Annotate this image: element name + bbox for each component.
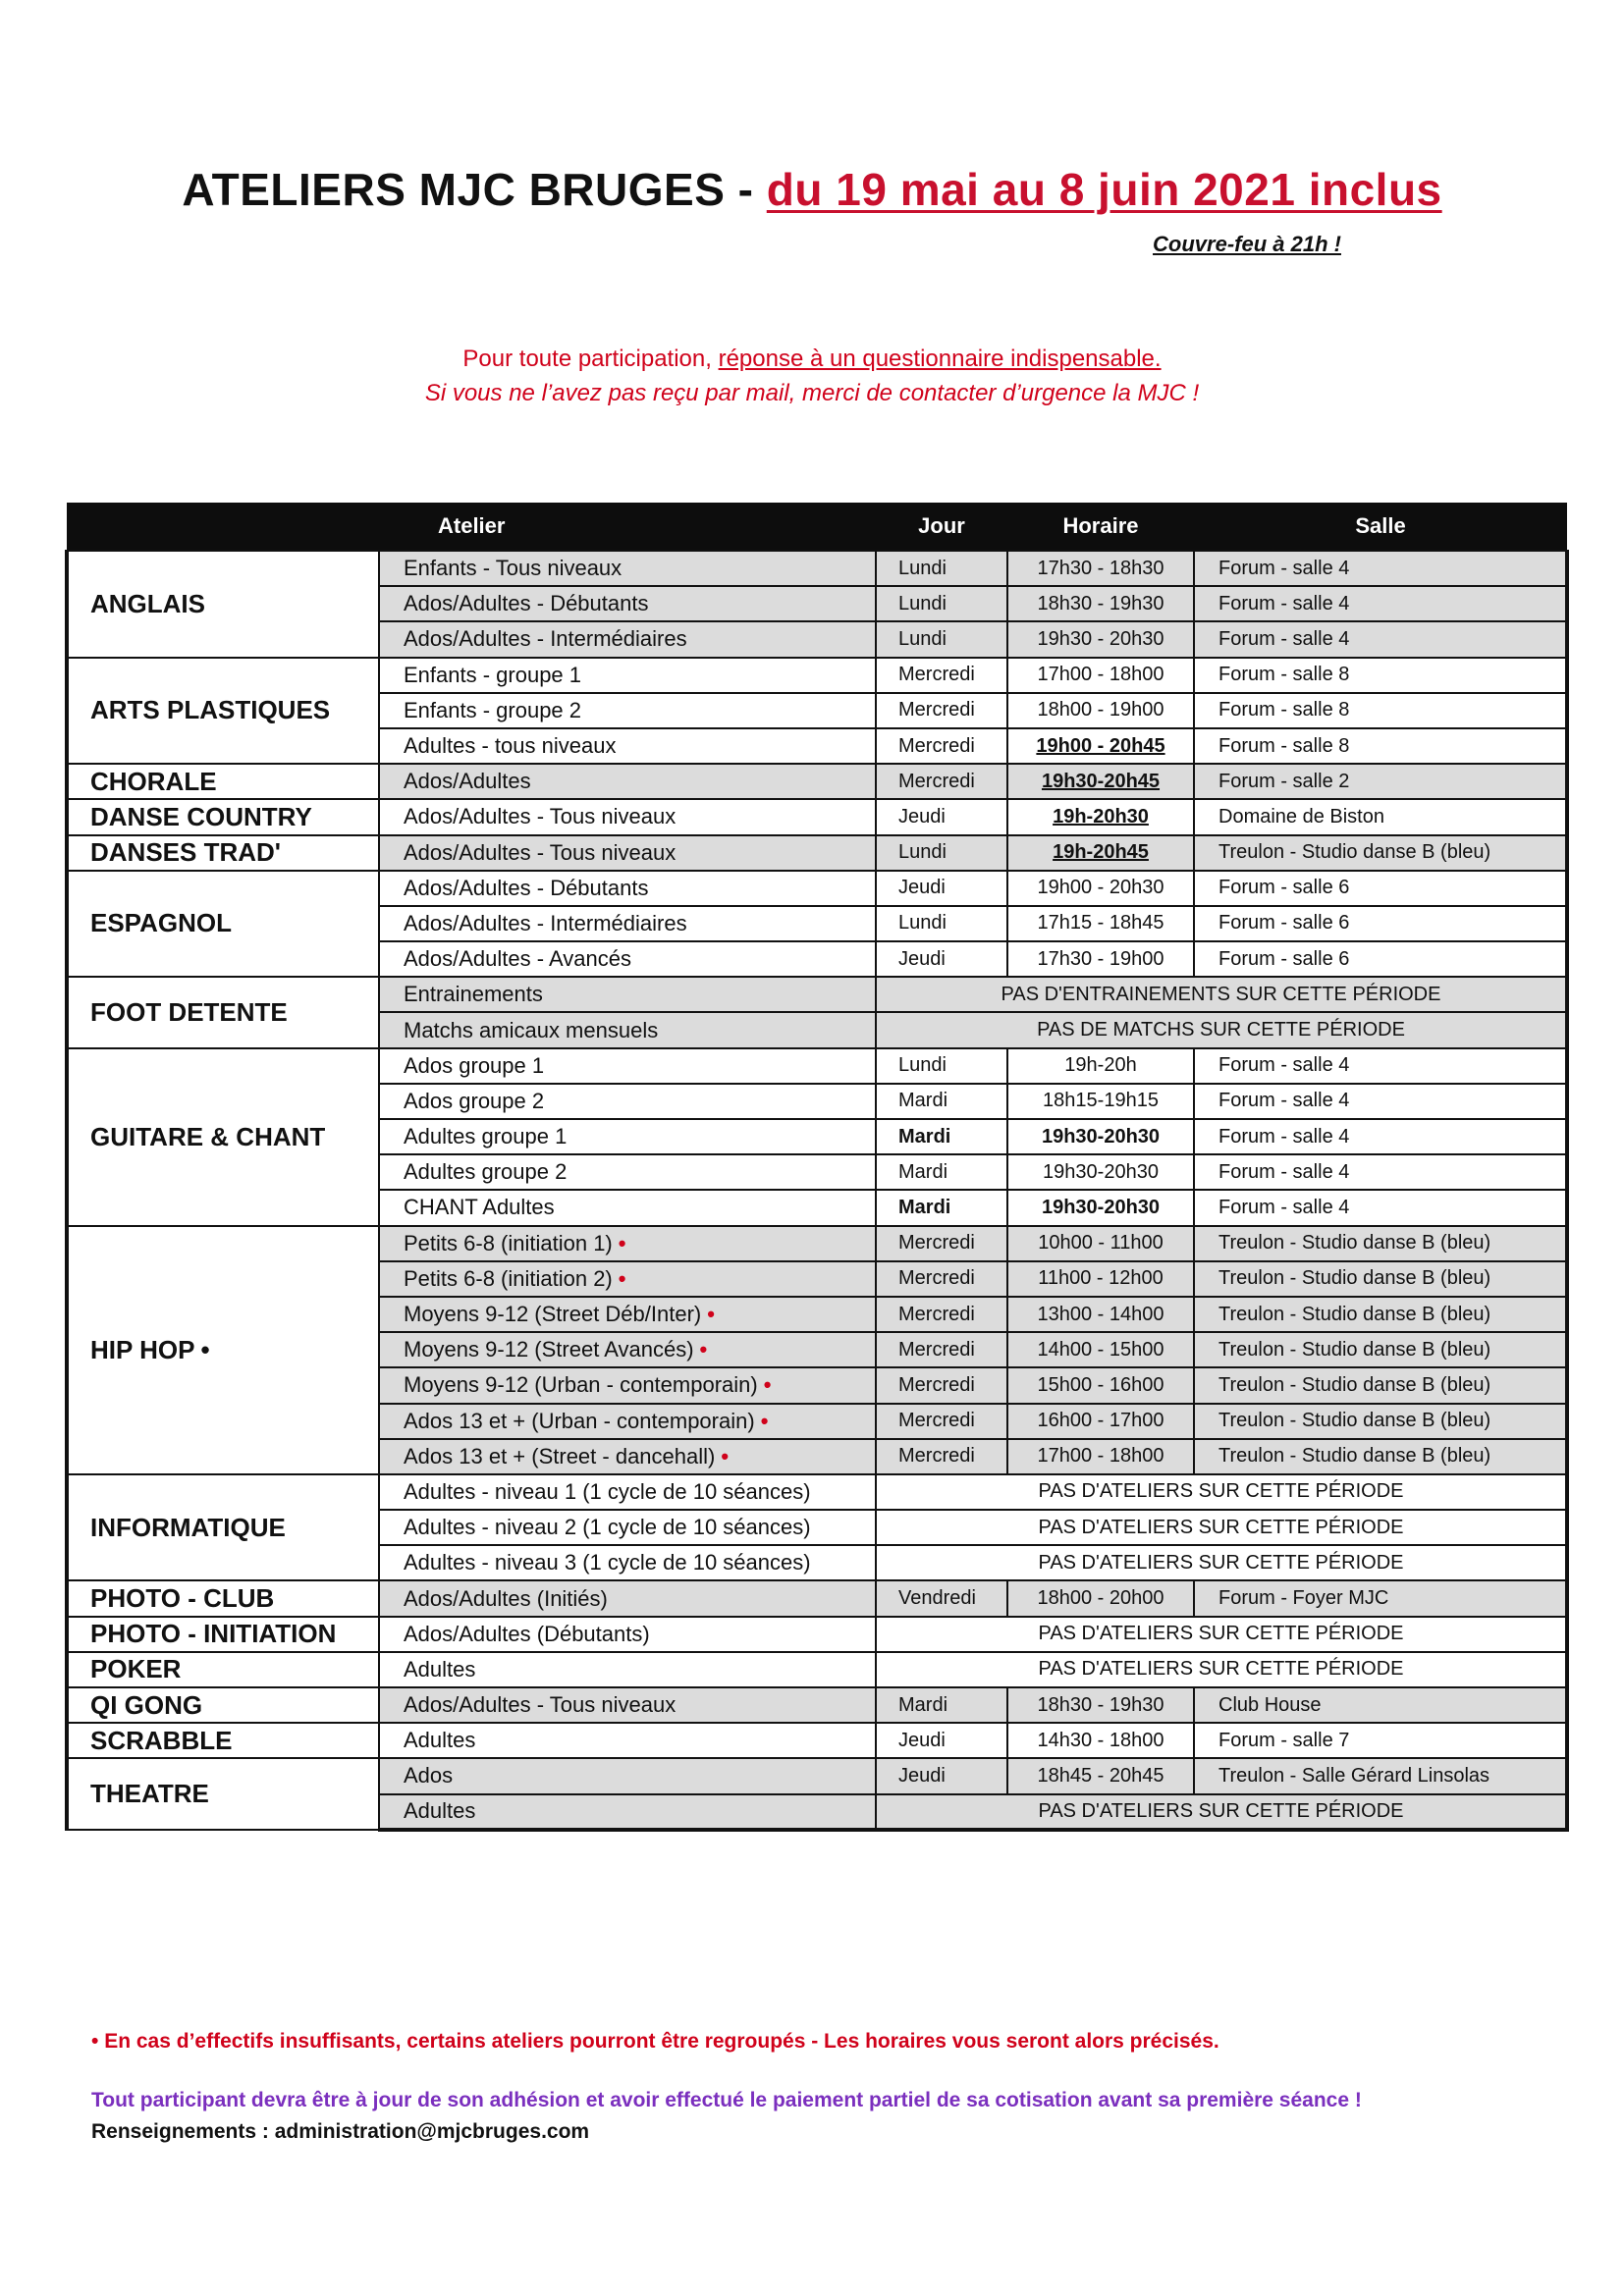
- horaire-cell: 19h30-20h30: [1007, 1190, 1194, 1225]
- atelier-cell: [379, 799, 876, 834]
- jour-cell: Jeudi: [876, 871, 1007, 906]
- horaire-cell: 19h00 - 20h30: [1007, 871, 1194, 906]
- atelier-cell: [379, 1545, 876, 1580]
- atelier-text: Ados/Adultes (Débutants): [404, 1621, 650, 1646]
- jour-cell: Lundi: [876, 551, 1007, 586]
- jour-cell: Mercredi: [876, 1404, 1007, 1439]
- atelier-text: Enfants - groupe 2: [404, 697, 582, 722]
- header-horaire: Horaire: [1007, 503, 1194, 551]
- horaire-cell: 19h30-20h30: [1007, 1154, 1194, 1190]
- atelier-text: Ados/Adultes - Débutants: [404, 875, 649, 900]
- salle-cell: Forum - salle 4: [1194, 621, 1567, 657]
- horaire-cell: 18h45 - 20h45: [1007, 1758, 1194, 1793]
- horaire-cell: 15h00 - 16h00: [1007, 1367, 1194, 1403]
- group-name-text: THEATRE: [90, 1779, 209, 1809]
- membership-note: Tout participant devra être à jour de son adhésion et avoir effectué le paiement partiel de sa cotisation avant sa première séance !: [91, 2089, 1362, 2111]
- atelier-text: Petits 6-8 (initiation 2): [404, 1265, 613, 1291]
- atelier-cell: [379, 621, 876, 657]
- group-name-text: FOOT DETENTE: [90, 996, 288, 1027]
- atelier-text: CHANT Adultes: [404, 1195, 555, 1220]
- horaire-cell: 19h-20h: [1007, 1048, 1194, 1084]
- jour-cell: Jeudi: [876, 941, 1007, 977]
- group-name-text: QI GONG: [90, 1689, 203, 1720]
- atelier-text: Ados/Adultes - Intermédiaires: [404, 910, 687, 935]
- jour-cell: Mardi: [876, 1154, 1007, 1190]
- atelier-text: Adultes - tous niveaux: [404, 733, 617, 759]
- salle-cell: Forum - salle 8: [1194, 728, 1567, 764]
- atelier-text: Ados groupe 2: [404, 1088, 545, 1113]
- notice-line-1: [0, 346, 1624, 373]
- jour-cell: Mercredi: [876, 1332, 1007, 1367]
- jour-cell: Jeudi: [876, 799, 1007, 834]
- group-name-text: SCRABBLE: [90, 1725, 233, 1755]
- group-name-text: PHOTO - INITIATION: [90, 1619, 337, 1649]
- title-dates: du 19 mai au 8 juin 2021 inclus: [766, 164, 1442, 215]
- atelier-cell: [379, 1794, 876, 1830]
- atelier-text: Ados/Adultes - Tous niveaux: [404, 839, 677, 865]
- atelier-cell: [379, 764, 876, 799]
- questionnaire-link[interactable]: réponse à un questionnaire indispensable.: [718, 346, 1162, 372]
- salle-cell: Forum - salle 8: [1194, 658, 1567, 693]
- atelier-cell: [379, 586, 876, 621]
- atelier-text: Enfants - Tous niveaux: [404, 556, 623, 581]
- group-name-text: ARTS PLASTIQUES: [90, 695, 331, 725]
- atelier-text: Entrainements: [404, 982, 543, 1007]
- atelier-text: Adultes: [404, 1656, 476, 1682]
- atelier-group-name: [67, 1652, 379, 1687]
- horaire-cell: 19h30-20h45: [1007, 764, 1194, 799]
- horaire-cell: 16h00 - 17h00: [1007, 1404, 1194, 1439]
- footnote-warning-text: En cas d’effectifs insuffisants, certains ateliers pourront être regroupés - Les horaires vous seront alors précisés.: [98, 2030, 1219, 2053]
- salle-cell: Treulon - Salle Gérard Linsolas: [1194, 1758, 1567, 1793]
- notice-line-1-text: Pour toute participation,: [462, 346, 719, 372]
- horaire-cell: 14h00 - 15h00: [1007, 1332, 1194, 1367]
- atelier-cell: [379, 1012, 876, 1047]
- no-session-note: PAS D'ATELIERS SUR CETTE PÉRIODE: [876, 1474, 1567, 1510]
- jour-cell: Lundi: [876, 586, 1007, 621]
- jour-cell: Mercredi: [876, 658, 1007, 693]
- jour-cell: Vendredi: [876, 1580, 1007, 1616]
- horaire-cell: 19h30-20h30: [1007, 1119, 1194, 1154]
- atelier-text: Adultes - niveau 3 (1 cycle de 10 séances): [404, 1550, 811, 1575]
- atelier-text: Ados/Adultes - Avancés: [404, 946, 631, 972]
- atelier-text: Adultes: [404, 1798, 476, 1824]
- header-empty: [67, 503, 379, 551]
- atelier-star: •: [763, 1372, 772, 1398]
- atelier-text: Ados/Adultes - Tous niveaux: [404, 804, 677, 829]
- group-name-text: ESPAGNOL: [90, 908, 232, 938]
- jour-cell: Mercredi: [876, 1439, 1007, 1474]
- group-name-text: INFORMATIQUE: [90, 1512, 286, 1542]
- atelier-text: Petits 6-8 (initiation 1): [404, 1230, 613, 1255]
- atelier-cell: [379, 551, 876, 586]
- atelier-group-name: [67, 1226, 379, 1474]
- table-row: [67, 1226, 1567, 1261]
- jour-cell: Lundi: [876, 835, 1007, 871]
- salle-cell: Forum - salle 4: [1194, 1048, 1567, 1084]
- table-row: [67, 799, 1567, 834]
- salle-cell: Forum - salle 6: [1194, 871, 1567, 906]
- group-name-text: ANGLAIS: [90, 588, 205, 618]
- salle-cell: Forum - salle 4: [1194, 586, 1567, 621]
- group-name-text: DANSE COUNTRY: [90, 801, 312, 831]
- horaire-cell: 18h00 - 19h00: [1007, 693, 1194, 728]
- jour-cell: Mardi: [876, 1084, 1007, 1119]
- jour-cell: Jeudi: [876, 1758, 1007, 1793]
- table-header-row: [67, 503, 1567, 551]
- group-name-text: PHOTO - CLUB: [90, 1583, 275, 1614]
- atelier-text: Adultes - niveau 2 (1 cycle de 10 séances): [404, 1515, 811, 1540]
- atelier-cell: [379, 1261, 876, 1297]
- salle-cell: Forum - salle 4: [1194, 1154, 1567, 1190]
- salle-cell: Forum - salle 6: [1194, 941, 1567, 977]
- horaire-cell: 19h-20h30: [1007, 799, 1194, 834]
- table-row: [67, 1687, 1567, 1723]
- atelier-text: Ados/Adultes: [404, 769, 531, 794]
- atelier-text: Adultes: [404, 1728, 476, 1753]
- atelier-cell: [379, 1297, 876, 1332]
- atelier-star: •: [760, 1408, 769, 1433]
- no-session-note: PAS D'ATELIERS SUR CETTE PÉRIODE: [876, 1545, 1567, 1580]
- jour-cell: Mercredi: [876, 764, 1007, 799]
- atelier-group-name: [67, 1474, 379, 1581]
- atelier-cell: [379, 1190, 876, 1225]
- atelier-star: •: [721, 1443, 730, 1468]
- jour-cell: Mercredi: [876, 728, 1007, 764]
- atelier-text: Moyens 9-12 (Urban - contemporain): [404, 1372, 758, 1398]
- atelier-text: Ados/Adultes (Initiés): [404, 1585, 608, 1611]
- atelier-group-name: [67, 658, 379, 765]
- table-row: [67, 871, 1567, 906]
- jour-cell: Mercredi: [876, 693, 1007, 728]
- group-name-text: POKER: [90, 1654, 182, 1684]
- atelier-cell: [379, 906, 876, 941]
- atelier-cell: [379, 1332, 876, 1367]
- atelier-group-name: [67, 1048, 379, 1226]
- jour-cell: Mardi: [876, 1687, 1007, 1723]
- table-row: [67, 1652, 1567, 1687]
- horaire-cell: 17h15 - 18h45: [1007, 906, 1194, 941]
- atelier-cell: [379, 1723, 876, 1758]
- table-row: [67, 835, 1567, 871]
- horaire-cell: 19h30 - 20h30: [1007, 621, 1194, 657]
- no-session-note: PAS DE MATCHS SUR CETTE PÉRIODE: [876, 1012, 1567, 1047]
- salle-cell: Treulon - Studio danse B (bleu): [1194, 1367, 1567, 1403]
- no-session-note: PAS D'ATELIERS SUR CETTE PÉRIODE: [876, 1652, 1567, 1687]
- header-atelier: Atelier: [379, 503, 876, 551]
- atelier-cell: [379, 1687, 876, 1723]
- jour-cell: Mercredi: [876, 1297, 1007, 1332]
- atelier-cell: [379, 693, 876, 728]
- jour-cell: Mercredi: [876, 1261, 1007, 1297]
- horaire-cell: 18h15-19h15: [1007, 1084, 1194, 1119]
- atelier-star: •: [699, 1337, 708, 1362]
- atelier-group-name: [67, 1723, 379, 1758]
- atelier-group-name: [67, 1758, 379, 1829]
- horaire-cell: 13h00 - 14h00: [1007, 1297, 1194, 1332]
- horaire-cell: 18h30 - 19h30: [1007, 1687, 1194, 1723]
- table-row: [67, 1723, 1567, 1758]
- atelier-cell: [379, 1154, 876, 1190]
- atelier-cell: [379, 977, 876, 1012]
- atelier-star: •: [618, 1265, 626, 1291]
- atelier-text: Adultes groupe 2: [404, 1159, 568, 1185]
- salle-cell: Treulon - Studio danse B (bleu): [1194, 1297, 1567, 1332]
- table-row: [67, 658, 1567, 693]
- group-name-text: CHORALE: [90, 766, 217, 796]
- atelier-group-name: [67, 764, 379, 799]
- atelier-text: Ados 13 et + (Urban - contemporain): [404, 1408, 755, 1433]
- salle-cell: Treulon - Studio danse B (bleu): [1194, 1439, 1567, 1474]
- horaire-cell: 17h00 - 18h00: [1007, 658, 1194, 693]
- header-jour: Jour: [876, 503, 1007, 551]
- group-name-text: GUITARE & CHANT: [90, 1121, 326, 1151]
- horaire-cell: 17h00 - 18h00: [1007, 1439, 1194, 1474]
- jour-cell: Mardi: [876, 1190, 1007, 1225]
- atelier-group-name: [67, 1617, 379, 1652]
- atelier-group-name: [67, 551, 379, 658]
- atelier-group-name: [67, 977, 379, 1047]
- table-row: [67, 1617, 1567, 1652]
- horaire-cell: 18h30 - 19h30: [1007, 586, 1194, 621]
- salle-cell: Forum - salle 4: [1194, 1190, 1567, 1225]
- table-row: [67, 1580, 1567, 1616]
- atelier-text: Moyens 9-12 (Street Avancés): [404, 1337, 694, 1362]
- no-session-note: PAS D'ATELIERS SUR CETTE PÉRIODE: [876, 1510, 1567, 1545]
- no-session-note: PAS D'ENTRAINEMENTS SUR CETTE PÉRIODE: [876, 977, 1567, 1012]
- atelier-cell: [379, 871, 876, 906]
- atelier-group-name: [67, 871, 379, 978]
- page-title: [0, 163, 1624, 216]
- atelier-text: Ados: [404, 1763, 454, 1789]
- atelier-group-name: [67, 1580, 379, 1616]
- salle-cell: Forum - salle 4: [1194, 1084, 1567, 1119]
- group-name-text: DANSES TRAD': [90, 837, 281, 868]
- atelier-text: Ados/Adultes - Tous niveaux: [404, 1692, 677, 1718]
- atelier-cell: [379, 1084, 876, 1119]
- salle-cell: Treulon - Studio danse B (bleu): [1194, 1226, 1567, 1261]
- jour-cell: Jeudi: [876, 1723, 1007, 1758]
- salle-cell: Forum - salle 6: [1194, 906, 1567, 941]
- atelier-text: Ados/Adultes - Intermédiaires: [404, 626, 687, 652]
- table-row: [67, 764, 1567, 799]
- horaire-cell: 14h30 - 18h00: [1007, 1723, 1194, 1758]
- no-session-note: PAS D'ATELIERS SUR CETTE PÉRIODE: [876, 1617, 1567, 1652]
- atelier-cell: [379, 1367, 876, 1403]
- schedule-body: [67, 551, 1567, 1830]
- atelier-cell: [379, 1510, 876, 1545]
- atelier-cell: [379, 728, 876, 764]
- atelier-text: Adultes - niveau 1 (1 cycle de 10 séances): [404, 1478, 811, 1504]
- horaire-cell: 17h30 - 19h00: [1007, 941, 1194, 977]
- atelier-text: Moyens 9-12 (Street Déb/Inter): [404, 1302, 702, 1327]
- jour-cell: Mardi: [876, 1119, 1007, 1154]
- atelier-text: Ados/Adultes - Débutants: [404, 591, 649, 616]
- atelier-group-name: [67, 1687, 379, 1723]
- contact-line: Renseignements : administration@mjcbruges.com: [91, 2120, 590, 2143]
- atelier-group-name: [67, 799, 379, 834]
- schedule-table: [65, 503, 1569, 1832]
- table-row: [67, 1048, 1567, 1084]
- salle-cell: Forum - salle 8: [1194, 693, 1567, 728]
- salle-cell: Forum - Foyer MJC: [1194, 1580, 1567, 1616]
- horaire-cell: 18h00 - 20h00: [1007, 1580, 1194, 1616]
- atelier-text: Adultes groupe 1: [404, 1124, 568, 1149]
- atelier-group-name: [67, 835, 379, 871]
- jour-cell: Mercredi: [876, 1226, 1007, 1261]
- salle-cell: Forum - salle 7: [1194, 1723, 1567, 1758]
- atelier-cell: [379, 1580, 876, 1616]
- atelier-cell: [379, 1119, 876, 1154]
- table-row: [67, 977, 1567, 1012]
- atelier-text: Matchs amicaux mensuels: [404, 1017, 659, 1042]
- salle-cell: Treulon - Studio danse B (bleu): [1194, 835, 1567, 871]
- table-row: [67, 1758, 1567, 1793]
- group-star: •: [200, 1334, 210, 1364]
- footnote-star: •: [91, 2030, 99, 2053]
- atelier-text: Enfants - groupe 1: [404, 662, 582, 687]
- atelier-cell: [379, 941, 876, 977]
- atelier-text: Ados 13 et + (Street - dancehall): [404, 1443, 716, 1468]
- jour-cell: Lundi: [876, 621, 1007, 657]
- horaire-cell: 19h-20h45: [1007, 835, 1194, 871]
- atelier-star: •: [618, 1230, 626, 1255]
- salle-cell: Forum - salle 2: [1194, 764, 1567, 799]
- horaire-cell: 19h00 - 20h45: [1007, 728, 1194, 764]
- atelier-cell: [379, 1652, 876, 1687]
- jour-cell: Mercredi: [876, 1367, 1007, 1403]
- jour-cell: Lundi: [876, 1048, 1007, 1084]
- table-row: [67, 551, 1567, 586]
- salle-cell: Forum - salle 4: [1194, 551, 1567, 586]
- salle-cell: Forum - salle 4: [1194, 1119, 1567, 1154]
- salle-cell: Treulon - Studio danse B (bleu): [1194, 1332, 1567, 1367]
- atelier-cell: [379, 835, 876, 871]
- atelier-star: •: [707, 1302, 715, 1327]
- salle-cell: Domaine de Biston: [1194, 799, 1567, 834]
- table-row: [67, 1474, 1567, 1510]
- title-main: ATELIERS MJC BRUGES -: [182, 164, 767, 215]
- jour-cell: Lundi: [876, 906, 1007, 941]
- atelier-cell: [379, 1758, 876, 1793]
- salle-cell: Treulon - Studio danse B (bleu): [1194, 1404, 1567, 1439]
- atelier-cell: [379, 1439, 876, 1474]
- atelier-cell: [379, 1404, 876, 1439]
- atelier-cell: [379, 1048, 876, 1084]
- atelier-cell: [379, 1617, 876, 1652]
- no-session-note: PAS D'ATELIERS SUR CETTE PÉRIODE: [876, 1794, 1567, 1830]
- curfew-note: Couvre-feu à 21h !: [1153, 232, 1341, 256]
- footnote-warning: [91, 2030, 1219, 2054]
- atelier-cell: [379, 1226, 876, 1261]
- horaire-cell: 10h00 - 11h00: [1007, 1226, 1194, 1261]
- atelier-cell: [379, 1474, 876, 1510]
- salle-cell: Club House: [1194, 1687, 1567, 1723]
- horaire-cell: 11h00 - 12h00: [1007, 1261, 1194, 1297]
- group-name-text: HIP HOP: [90, 1334, 195, 1364]
- salle-cell: Treulon - Studio danse B (bleu): [1194, 1261, 1567, 1297]
- atelier-cell: [379, 658, 876, 693]
- notice-line-2: Si vous ne l’avez pas reçu par mail, merci de contacter d’urgence la MJC !: [424, 380, 1200, 406]
- atelier-text: Ados groupe 1: [404, 1052, 545, 1078]
- horaire-cell: 17h30 - 18h30: [1007, 551, 1194, 586]
- header-salle: Salle: [1194, 503, 1567, 551]
